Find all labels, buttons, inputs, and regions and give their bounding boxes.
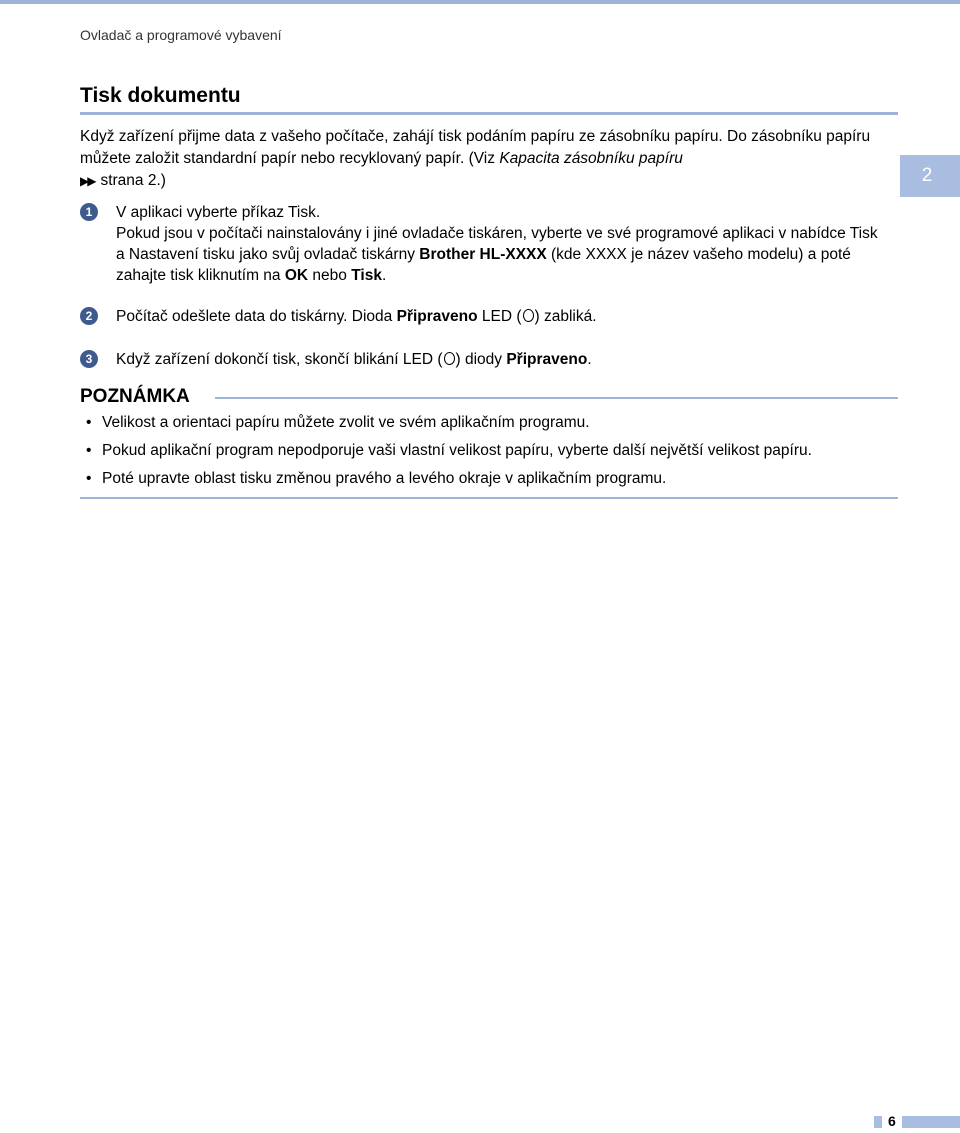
- step-2: [80, 306, 890, 327]
- step-3: [80, 349, 890, 370]
- step-number-badge: 3: [80, 350, 98, 368]
- step-2-text: Počítač odešlete data do tiskárny. Dioda: [116, 308, 397, 325]
- step-1-detail: [116, 223, 890, 286]
- note-item-text: Velikost a orientaci papíru můžete zvolit ve svém aplikačním programu.: [102, 414, 590, 431]
- bullet-icon: •: [86, 470, 92, 487]
- led-icon: [444, 352, 455, 365]
- step-number-badge: 1: [80, 203, 98, 221]
- step-3-text: .: [587, 351, 592, 368]
- note-item-text: Poté upravte oblast tisku změnou pravého a levého okraje v aplikačním programu.: [102, 470, 667, 487]
- note-bottom-rule: [80, 497, 898, 499]
- step-1-text: nebo: [308, 267, 352, 284]
- running-header: Ovladač a programové vybavení: [80, 27, 282, 43]
- step-1-text: .: [381, 267, 387, 284]
- step-1: [80, 202, 890, 286]
- bullet-icon: •: [86, 414, 92, 431]
- list-item: [86, 468, 901, 496]
- ready-label: Připraveno: [396, 308, 478, 325]
- intro-text: Když zařízení přijme data z vašeho počítače, zahájí tisk podáním papíru ze zásobníku papíru. Do zásobníku papíru můžete založit standardní papír nebo recyklovaný papír. (Viz: [80, 128, 871, 167]
- note-title: POZNÁMKA: [80, 386, 190, 407]
- step-1-text: (kde XXXX je název vašeho modelu) a poté zahajte tisk kliknutím na: [116, 246, 851, 284]
- chapter-number: 2: [921, 165, 933, 186]
- double-arrow-icon: ▶▶: [80, 174, 95, 188]
- title-rule: [80, 112, 898, 115]
- step-2-text: LED (: [477, 308, 522, 325]
- step-3-text: Když zařízení dokončí tisk, skončí blikání LED (: [116, 351, 443, 368]
- step-2-text: ) zabliká.: [534, 308, 597, 325]
- ready-label: Připraveno: [506, 351, 588, 368]
- intro-link[interactable]: Kapacita zásobníku papíru: [499, 150, 683, 167]
- printer-driver-name: Brother HL-XXXX: [419, 246, 547, 263]
- note-title-rule: [215, 397, 898, 399]
- note-list: [86, 412, 901, 496]
- step-number-badge: 2: [80, 307, 98, 325]
- list-item: [86, 440, 901, 468]
- bullet-icon: •: [86, 442, 92, 459]
- led-icon: [523, 309, 534, 322]
- list-item: [86, 412, 901, 440]
- intro-tail: strana 2.): [100, 172, 166, 189]
- page-number: 6: [882, 1112, 902, 1130]
- step-1-line: V aplikaci vyberte příkaz Tisk.: [116, 204, 321, 221]
- intro-paragraph: [80, 126, 900, 192]
- step-1-text: Pokud jsou v počítači nainstalovány i jiné ovladače tiskáren, vyberte ve své programové aplikaci v nabídce Tisk a Nastavení tisku jako svůj ovladač tiskárny: [116, 225, 878, 263]
- step-3-text: ) diody: [455, 351, 507, 368]
- chapter-tab: [900, 155, 960, 197]
- top-rule: [0, 0, 960, 4]
- ok-label: OK: [284, 267, 309, 284]
- print-label: Tisk: [351, 267, 382, 284]
- note-item-text: Pokud aplikační program nepodporuje vaši vlastní velikost papíru, vyberte další největší velikost papíru.: [102, 442, 812, 459]
- section-title: Tisk dokumentu: [80, 84, 241, 107]
